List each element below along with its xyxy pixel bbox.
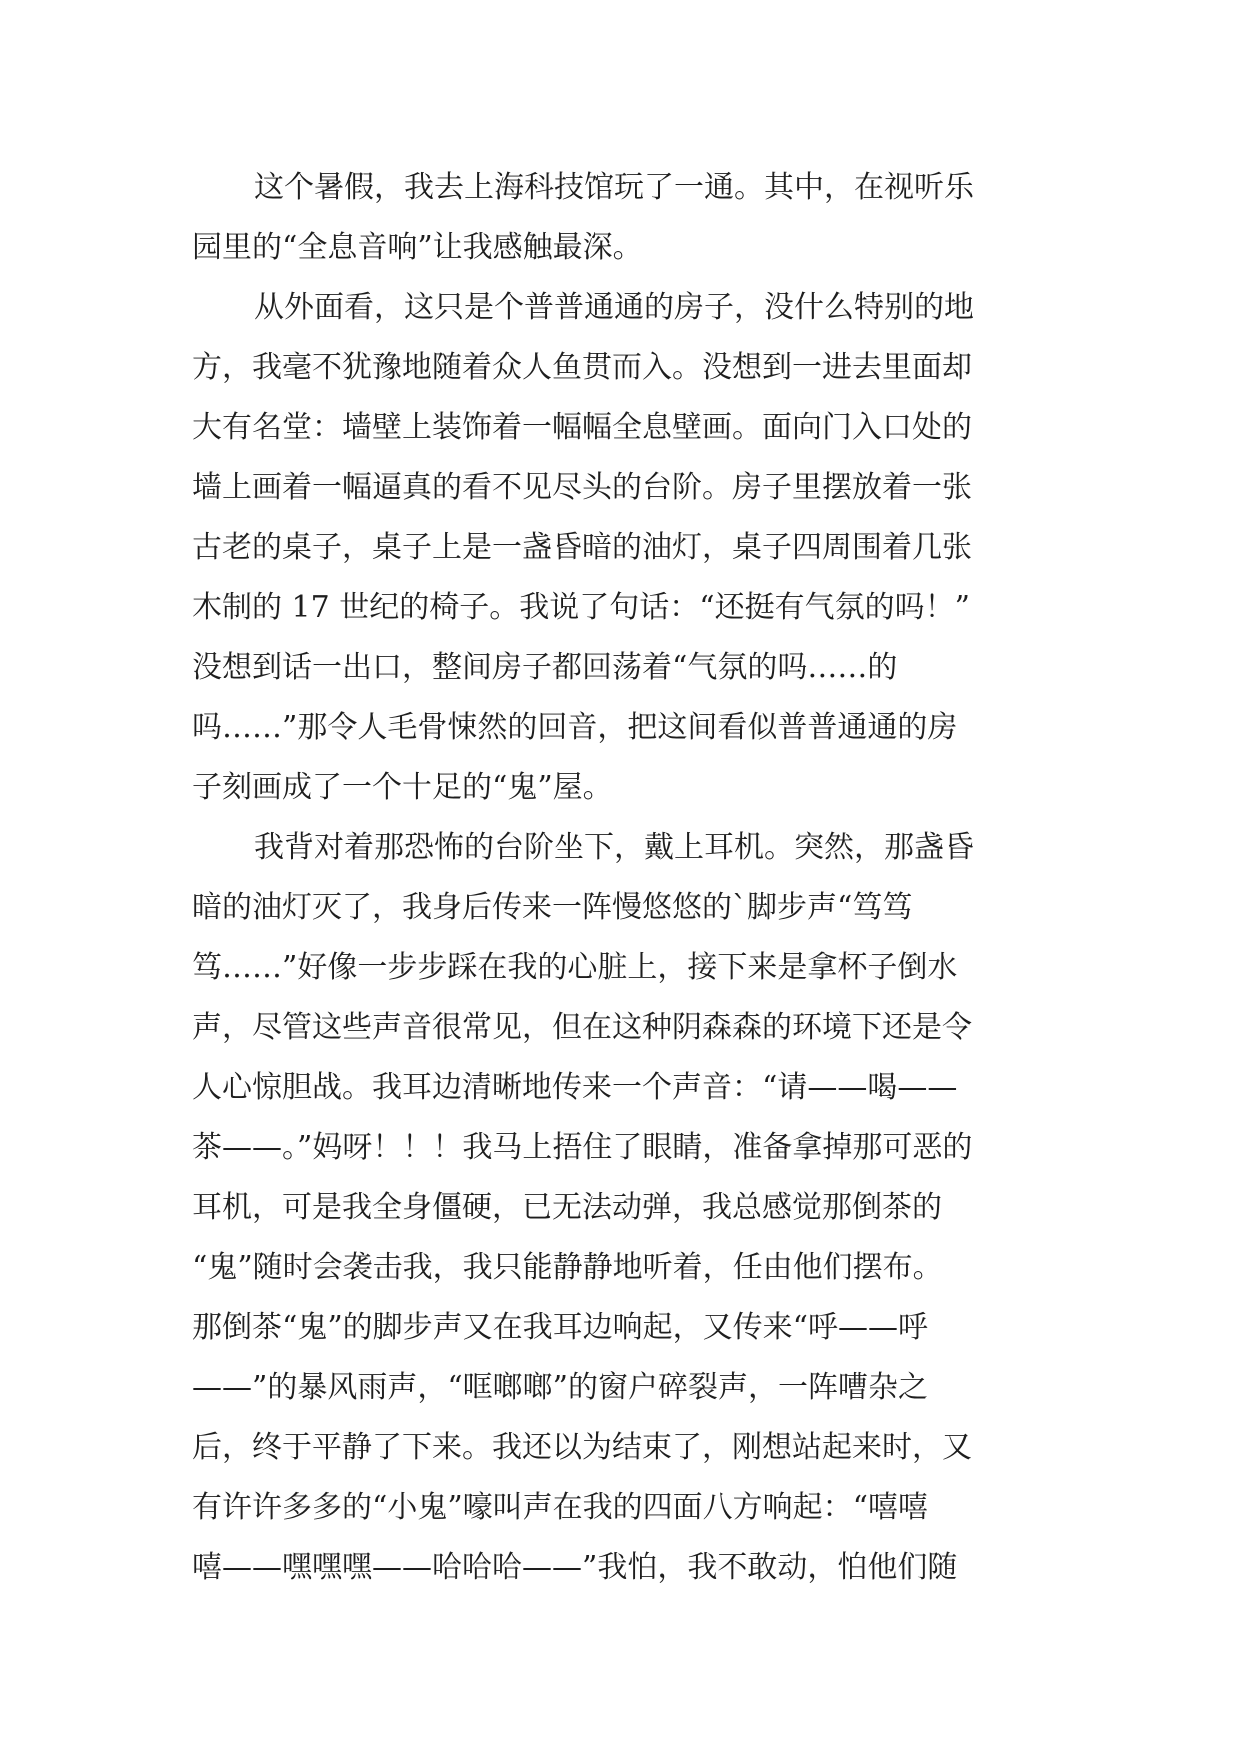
paragraph-3-line-6: 茶——。”妈呀！！！我马上捂住了眼睛，准备拿掉那可恶的 [192,1130,973,1165]
paragraph-3-line-4: 声，尽管这些声音很常见，但在这种阴森森的环境下还是令 [192,1010,972,1045]
paragraph-3-line-1: 我背对着那恐怖的台阶坐下，戴上耳机。突然，那盏昏 [254,830,974,865]
paragraph-3-line-7: 耳机，可是我全身僵硬，已无法动弹，我总感觉那倒茶的 [192,1190,942,1225]
paragraph-3-line-3: 笃……”好像一步步踩在我的心脏上，接下来是拿杯子倒水 [192,950,958,985]
paragraph-3-line-5: 人心惊胆战。我耳边清晰地传来一个声音：“请——喝—— [192,1070,958,1105]
paragraph-2-line-4: 墙上画着一幅逼真的看不见尽头的台阶。房子里摆放着一张 [192,470,972,505]
essay-body [192,158,1092,1598]
paragraph-3-line-10: ——”的暴风雨声，“哐啷啷”的窗户碎裂声，一阵嘈杂之 [192,1370,929,1405]
paragraph-1-line-1: 这个暑假，我去上海科技馆玩了一通。其中，在视听乐 [254,170,974,205]
paragraph-2-line-5: 古老的桌子，桌子上是一盏昏暗的油灯，桌子四周围着几张 [192,530,972,565]
paragraph-2-line-3: 大有名堂：墙壁上装饰着一幅幅全息壁画。面向门入口处的 [192,410,972,445]
paragraph-1-line-2: 园里的“全息音响”让我感触最深。 [192,230,643,265]
paragraph-3-line-2: 暗的油灯灭了，我身后传来一阵慢悠悠的`脚步声“笃笃 [192,890,913,925]
paragraph-3-line-11: 后，终于平静了下来。我还以为结束了，刚想站起来时，又 [192,1430,972,1465]
paragraph-2-line-8: 吗……”那令人毛骨悚然的回音，把这间看似普普通通的房 [192,710,958,745]
paragraph-2-line-2: 方，我毫不犹豫地随着众人鱼贯而入。没想到一进去里面却 [192,350,972,385]
paragraph-2-line-6: 木制的 17 世纪的椅子。我说了句话：“还挺有气氛的吗！” [192,590,970,625]
paragraph-2-line-9: 子刻画成了一个十足的“鬼”屋。 [192,770,613,805]
paragraph-2-line-1: 从外面看，这只是个普普通通的房子，没什么特别的地 [254,290,974,325]
paragraph-3-line-13: 嘻——嘿嘿嘿——哈哈哈——”我怕，我不敢动，怕他们随 [192,1550,958,1585]
paragraph-2-line-7: 没想到话一出口，整间房子都回荡着“气氛的吗……的 [192,650,898,685]
paragraph-3-line-9: 那倒茶“鬼”的脚步声又在我耳边响起，又传来“呼——呼 [192,1310,929,1345]
paragraph-3-line-12: 有许许多多的“小鬼”嚎叫声在我的四面八方响起：“嘻嘻 [192,1490,929,1525]
paragraph-3-line-8: “鬼”随时会袭击我，我只能静静地听着，任由他们摆布。 [192,1250,943,1285]
